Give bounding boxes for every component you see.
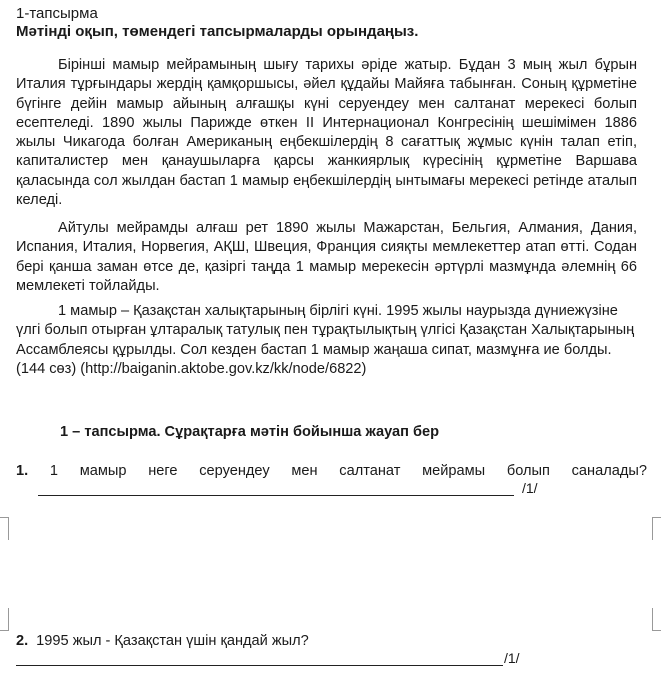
question-1-word: саналады?	[571, 463, 647, 479]
question-1-word: неге	[148, 463, 178, 479]
text-paragraph-1: Бірінші мамыр мейрамының шығу тарихы әріде жатыр. Бұдан 3 мың жыл бұрын Италия тұрғындары жердің қамқоршысы, әйел құдайы Майяға табынған. Соның құрметіне бүгінге дейін мамыр айының алғашқы күні серуендеу мен салтанат мерекесі болып есептеледі. 1890 жылы Парижде өткен ІІ Интернационал Конгресінің шешімімен 1886 жылы Чикагода болған Американың еңбекшілердің 8 сағаттық жұмыс күнін талап етіп, капиталистер мен қанаушыларға қарсы жанкиярлық күресінің құрметіне Варшава қаласында сол жылдан бастап 1 мамыр еңбекшілердің ынтымағы мерекесі ретінде аталып келеді.	[16, 57, 637, 209]
task-label: 1-тапсырма	[16, 5, 98, 22]
question-1-word: мейрамы	[422, 463, 486, 479]
question-2-number: 2.	[16, 633, 29, 649]
text-paragraph-2: Айтулы мейрамды алғаш рет 1890 жылы Мажарстан, Бельгия, Алмания, Дания, Испания, Италия, Норвегия, АҚШ, Швеция, Франция сияқты мемлекеттер атап өтті. Содан бері қанша заман өтсе де, қазіргі таңда 1 мамыр мерекесін әртүрлі мазмұнда әлемнің 66 мемлекеті тойлайды.	[16, 220, 637, 294]
question-1-number: 1.	[16, 463, 29, 479]
instruction-heading: Мәтінді оқып, төмендегі тапсырмаларды орындаңыз.	[16, 23, 419, 40]
question-1-word: 1	[49, 463, 58, 479]
question-1	[16, 463, 647, 479]
crop-mark-left-bottom	[0, 608, 9, 631]
crop-mark-left-top	[0, 517, 9, 540]
answer-2-area[interactable]	[16, 650, 520, 666]
crop-mark-right-bottom	[652, 608, 661, 631]
answer-1-line[interactable]	[38, 481, 514, 496]
question-1-word: салтанат	[339, 463, 401, 479]
question-2-score: /1/	[504, 650, 520, 666]
question-1-word: болып	[506, 463, 550, 479]
question-1-score: /1/	[522, 480, 538, 496]
task-title: 1 – тапсырма. Сұрақтарға мәтін бойынша жауап бер	[60, 424, 440, 440]
question-2-text: 1995 жыл - Қазақстан үшін қандай жыл?	[36, 633, 309, 649]
text-paragraph-3: 1 мамыр – Қазақстан халықтарының бірлігі күні. 1995 жылы наурызда дүниежүзіне үлгі болып отырған ұлтаралық татулық пен тұрақтылықтың үлгісі Қазақстан Халықтарының Ассамблеясы құрылды. Сол кезден бастап 1 мамыр жаңаша сипат, мазмұнға ие болды. (144 сөз) (http://baiganin.aktobe.gov.kz/kk/node/6822)	[16, 303, 635, 377]
question-1-word: серуендеу	[199, 463, 270, 479]
answer-2-line[interactable]	[16, 651, 503, 666]
answer-1-area[interactable]	[38, 480, 538, 496]
question-2	[16, 633, 309, 649]
question-1-word: мен	[291, 463, 318, 479]
crop-mark-right-top	[652, 517, 661, 540]
question-1-word: мамыр	[79, 463, 127, 479]
